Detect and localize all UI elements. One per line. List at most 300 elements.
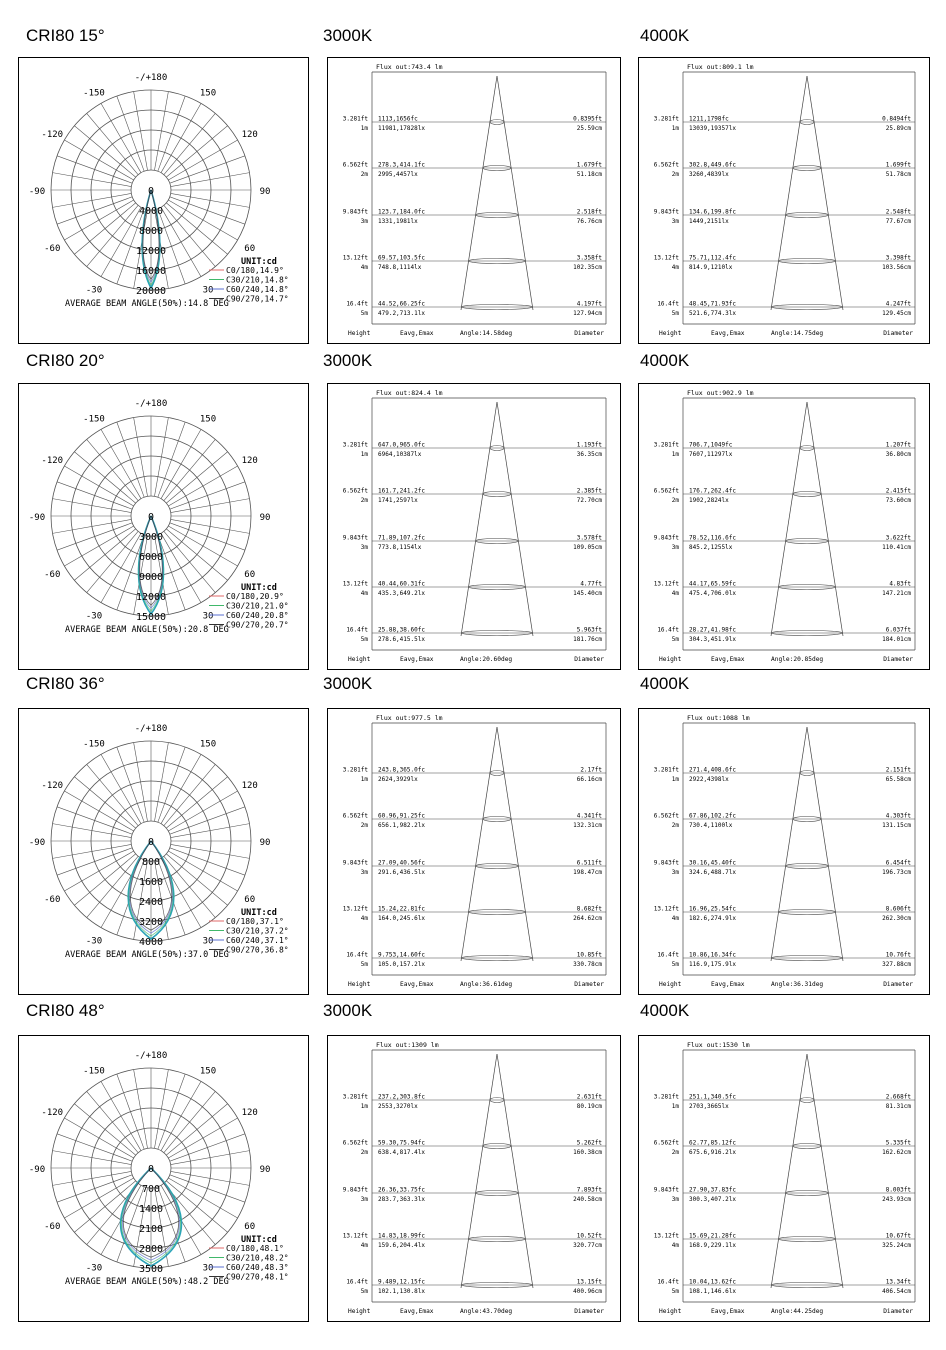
level-fc: 647.0,965.0fc bbox=[378, 441, 425, 449]
level-lx: 108.1,146.6lx bbox=[689, 1288, 736, 1295]
polar-diagram-panel bbox=[18, 708, 309, 995]
polar-grid-spoke bbox=[53, 1171, 132, 1185]
level-diameter-ft: 2.385ft bbox=[576, 487, 602, 495]
level-fc: 40.44,60.31fc bbox=[378, 580, 425, 588]
level-fc: 302.8,449.6fc bbox=[689, 161, 736, 169]
level-diameter-ft: 4.77ft bbox=[580, 580, 602, 588]
footer-angle: Angle:36.31deg bbox=[771, 981, 824, 988]
level-height-m: 2m bbox=[360, 171, 368, 178]
level-lx: 168.9,229.1lx bbox=[689, 1242, 736, 1249]
level-fc: 71.89,107.2fc bbox=[378, 534, 425, 542]
polar-grid-spoke bbox=[74, 452, 135, 503]
polar-grid-spoke bbox=[53, 1151, 132, 1165]
polar-radial-tick: 4000 bbox=[138, 206, 164, 217]
level-diameter-ft: 4.303ft bbox=[885, 812, 911, 820]
polar-grid-spoke bbox=[74, 1181, 135, 1232]
polar-angle-label: 90 bbox=[259, 838, 271, 848]
level-height-m: 4m bbox=[671, 915, 679, 922]
polar-angle-label: -30 bbox=[85, 1263, 103, 1274]
level-diameter-cm: 129.45cm bbox=[882, 310, 911, 317]
level-fc: 123.7,184.0fc bbox=[378, 208, 425, 216]
polar-grid-spoke bbox=[171, 499, 250, 513]
level-fc: 75.71,112.4fc bbox=[689, 254, 736, 262]
polar-grid-spoke bbox=[158, 1074, 185, 1149]
row-heading: CRI80 36° bbox=[26, 674, 105, 693]
polar-angle-label: 60 bbox=[244, 1222, 256, 1232]
level-height-m: 5m bbox=[671, 1288, 679, 1295]
polar-grid-spoke bbox=[57, 1134, 132, 1161]
level-diameter-cm: 109.05cm bbox=[573, 544, 602, 551]
level-fc: 1211,1798fc bbox=[689, 115, 729, 123]
level-diameter-cm: 162.62cm bbox=[882, 1149, 911, 1156]
level-height-m: 3m bbox=[360, 869, 368, 876]
level-height-ft: 3.281ft bbox=[653, 115, 679, 123]
level-height-ft: 16.4ft bbox=[346, 626, 368, 634]
polar-grid-spoke bbox=[57, 197, 132, 224]
level-diameter-ft: 1.699ft bbox=[885, 161, 911, 169]
polar-angle-label: -/+180 bbox=[134, 1051, 168, 1061]
polar-grid-spoke bbox=[101, 754, 141, 823]
polar-angle-label: 120 bbox=[241, 130, 258, 140]
polar-grid-spoke bbox=[87, 531, 138, 592]
legend-entry: C60/240,14.8° bbox=[226, 285, 289, 294]
level-diameter-ft: 4.247ft bbox=[885, 300, 911, 308]
polar-grid-spoke bbox=[53, 844, 132, 858]
level-height-ft: 16.4ft bbox=[346, 951, 368, 959]
cone-chart bbox=[639, 58, 929, 343]
polar-grid-spoke bbox=[171, 824, 250, 838]
polar-grid-spoke bbox=[161, 207, 201, 276]
level-lx: 6964,10387lx bbox=[378, 451, 422, 458]
level-height-ft: 6.562ft bbox=[653, 487, 679, 495]
cone-chart bbox=[639, 1036, 929, 1321]
legend-entry: C0/180,37.1° bbox=[226, 917, 284, 926]
polar-grid-spoke bbox=[74, 126, 135, 177]
polar-angle-label: 60 bbox=[244, 895, 256, 905]
level-fc: 25.88,38.60fc bbox=[378, 626, 425, 634]
polar-angle-label: 120 bbox=[241, 781, 258, 791]
footer-diameter: Diameter bbox=[883, 656, 913, 663]
level-height-ft: 3.281ft bbox=[653, 441, 679, 449]
polar-grid-spoke bbox=[161, 1081, 201, 1150]
polar-grid-spoke bbox=[101, 103, 141, 172]
polar-grid-spoke bbox=[168, 200, 237, 240]
polar-angle-label: -120 bbox=[41, 781, 64, 791]
cone-chart bbox=[639, 709, 929, 994]
level-lx: 814.9,1210lx bbox=[689, 264, 733, 271]
polar-angle-label: -150 bbox=[83, 414, 105, 425]
level-diameter-ft: 6.511ft bbox=[576, 859, 602, 867]
level-fc: 1113,1656fc bbox=[378, 115, 418, 123]
level-height-ft: 9.843ft bbox=[342, 534, 368, 542]
level-diameter-ft: 13.34ft bbox=[885, 1278, 911, 1286]
footer-diameter: Diameter bbox=[574, 1308, 604, 1315]
footer-angle: Angle:43.70deg bbox=[460, 1308, 513, 1315]
polar-radial-tick: 0 bbox=[147, 1164, 155, 1175]
level-lx: 7607,11297lx bbox=[689, 451, 733, 458]
footer-diameter: Diameter bbox=[883, 330, 913, 337]
level-fc: 44.52,66.25fc bbox=[378, 300, 425, 308]
polar-grid-spoke bbox=[158, 422, 185, 497]
level-lx: 182.6,274.9lx bbox=[689, 915, 736, 922]
level-lx: 2624,3929lx bbox=[378, 776, 418, 783]
level-lx: 2553,3270lx bbox=[378, 1103, 418, 1110]
polar-radial-tick: 0 bbox=[147, 512, 155, 523]
level-height-m: 2m bbox=[360, 822, 368, 829]
level-height-ft: 13.12ft bbox=[653, 254, 679, 262]
level-lx: 521.6,774.3lx bbox=[689, 310, 736, 317]
footer-height: Height bbox=[348, 330, 371, 337]
flux-out: Flux out:1309 lm bbox=[376, 1041, 439, 1049]
level-fc: 30.16,45.40fc bbox=[689, 859, 736, 867]
polar-grid-spoke bbox=[170, 1175, 245, 1202]
level-height-ft: 16.4ft bbox=[346, 300, 368, 308]
polar-grid-spoke bbox=[170, 1134, 245, 1161]
polar-radial-tick: 15000 bbox=[135, 612, 167, 623]
polar-grid-spoke bbox=[64, 466, 133, 506]
level-height-ft: 6.562ft bbox=[653, 161, 679, 169]
polar-radial-tick: 1400 bbox=[138, 1204, 164, 1215]
polar-angle-label: 150 bbox=[199, 739, 217, 750]
level-height-m: 3m bbox=[671, 869, 679, 876]
polar-grid-spoke bbox=[53, 519, 132, 533]
polar-radial-tick: 2400 bbox=[138, 897, 164, 908]
level-diameter-cm: 76.76cm bbox=[576, 218, 602, 225]
level-diameter-cm: 181.76cm bbox=[573, 636, 602, 643]
polar-grid-spoke bbox=[166, 452, 227, 503]
cone-chart bbox=[328, 384, 620, 669]
level-diameter-ft: 8.003ft bbox=[885, 1186, 911, 1194]
level-diameter-cm: 103.56cm bbox=[882, 264, 911, 271]
cone-heading: 3000K bbox=[323, 26, 373, 45]
polar-angle-label: -90 bbox=[28, 187, 46, 197]
level-diameter-cm: 147.21cm bbox=[882, 590, 911, 597]
level-lx: 845.2,1255lx bbox=[689, 544, 733, 551]
polar-unit-label: UNIT:cd bbox=[241, 583, 277, 593]
footer-angle: Angle:36.61deg bbox=[460, 981, 513, 988]
polar-grid-spoke bbox=[117, 747, 144, 822]
row-heading: CRI80 48° bbox=[26, 1001, 105, 1020]
level-lx: 2703,3665lx bbox=[689, 1103, 729, 1110]
polar-angle-label: -120 bbox=[41, 456, 64, 466]
level-lx: 283.7,363.3lx bbox=[378, 1196, 425, 1203]
polar-radial-tick: 3200 bbox=[138, 917, 164, 928]
flux-out: Flux out:1088 lm bbox=[687, 714, 750, 722]
level-diameter-ft: 2.151ft bbox=[885, 766, 911, 774]
cone-heading: 3000K bbox=[323, 1001, 373, 1020]
polar-grid-spoke bbox=[117, 96, 144, 171]
level-diameter-cm: 132.31cm bbox=[573, 822, 602, 829]
polar-angle-label: 150 bbox=[199, 414, 217, 425]
level-diameter-cm: 127.94cm bbox=[573, 310, 602, 317]
level-fc: 251.1,340.5fc bbox=[689, 1093, 736, 1101]
level-height-ft: 6.562ft bbox=[342, 487, 368, 495]
legend-entry: C90/270,36.8° bbox=[226, 945, 289, 955]
row-heading: CRI80 15° bbox=[26, 26, 105, 45]
level-diameter-cm: 325.24cm bbox=[882, 1242, 911, 1249]
footer-diameter: Diameter bbox=[574, 330, 604, 337]
level-diameter-ft: 2.415ft bbox=[885, 487, 911, 495]
polar-grid-spoke bbox=[170, 523, 245, 550]
level-fc: 134.6,199.8fc bbox=[689, 208, 736, 216]
cone-chart bbox=[328, 58, 620, 343]
level-fc: 243.8,365.0fc bbox=[378, 766, 425, 774]
polar-angle-label: -90 bbox=[28, 838, 46, 848]
level-height-ft: 9.843ft bbox=[653, 208, 679, 216]
polar-grid-spoke bbox=[171, 173, 250, 187]
polar-grid-spoke bbox=[64, 1118, 133, 1158]
footer-eavg-emax: Eavg,Emax bbox=[711, 981, 745, 988]
polar-grid-spoke bbox=[166, 126, 227, 177]
cone-heading: 4000K bbox=[640, 351, 690, 370]
level-height-ft: 6.562ft bbox=[342, 812, 368, 820]
level-diameter-ft: 3.578ft bbox=[576, 534, 602, 542]
level-diameter-ft: 10.52ft bbox=[576, 1232, 602, 1240]
level-fc: 27.09,40.56fc bbox=[378, 859, 425, 867]
level-height-ft: 9.843ft bbox=[653, 859, 679, 867]
level-diameter-cm: 36.80cm bbox=[885, 451, 911, 458]
level-fc: 60.96,91.25fc bbox=[378, 812, 425, 820]
level-lx: 159.6,204.4lx bbox=[378, 1242, 425, 1249]
level-diameter-ft: 8.606ft bbox=[885, 905, 911, 913]
footer-height: Height bbox=[348, 656, 371, 663]
polar-grid-spoke bbox=[164, 113, 215, 174]
polar-unit-label: UNIT:cd bbox=[241, 908, 277, 918]
level-diameter-cm: 327.88cm bbox=[882, 961, 911, 968]
level-diameter-cm: 102.35cm bbox=[573, 264, 602, 271]
cone-edge-left bbox=[461, 76, 497, 310]
level-height-ft: 16.4ft bbox=[657, 1278, 679, 1286]
illuminance-cone-panel bbox=[638, 1035, 930, 1322]
polar-grid-spoke bbox=[166, 529, 227, 580]
level-height-ft: 6.562ft bbox=[653, 1139, 679, 1147]
level-height-m: 4m bbox=[671, 1242, 679, 1249]
level-fc: 48.45,71.93fc bbox=[689, 300, 736, 308]
polar-angle-label: 30 bbox=[202, 936, 214, 947]
polar-angle-label: -30 bbox=[85, 936, 103, 947]
polar-angle-label: -/+180 bbox=[134, 724, 168, 734]
polar-grid-spoke bbox=[168, 526, 237, 566]
polar-grid-spoke bbox=[87, 113, 138, 174]
level-diameter-ft: 2.668ft bbox=[885, 1093, 911, 1101]
level-fc: 176.7,262.4fc bbox=[689, 487, 736, 495]
polar-grid-spoke bbox=[87, 1091, 138, 1152]
polar-unit-label: UNIT:cd bbox=[241, 1235, 277, 1245]
level-height-ft: 9.843ft bbox=[653, 1186, 679, 1194]
footer-height: Height bbox=[348, 1308, 371, 1315]
polar-grid-spoke bbox=[74, 854, 135, 905]
polar-grid-spoke bbox=[161, 429, 201, 498]
flux-out: Flux out:824.4 lm bbox=[376, 389, 443, 397]
level-height-m: 1m bbox=[671, 776, 679, 783]
polar-angle-label: -60 bbox=[44, 244, 61, 254]
cone-edge-right bbox=[807, 1054, 843, 1288]
level-height-ft: 13.12ft bbox=[653, 580, 679, 588]
level-diameter-ft: 10.76ft bbox=[885, 951, 911, 959]
level-fc: 706.7,1049fc bbox=[689, 441, 733, 449]
polar-chart bbox=[19, 384, 308, 669]
cone-edge-left bbox=[771, 727, 807, 961]
level-diameter-cm: 25.89cm bbox=[885, 125, 911, 132]
polar-grid-spoke bbox=[166, 1104, 227, 1155]
polar-grid-spoke bbox=[171, 844, 250, 858]
level-fc: 44.17,65.59fc bbox=[689, 580, 736, 588]
polar-grid-spoke bbox=[74, 777, 135, 828]
cone-chart bbox=[328, 1036, 620, 1321]
average-beam-angle: AVERAGE BEAM ANGLE(50%):20.8 DEG bbox=[65, 625, 229, 635]
level-height-m: 5m bbox=[671, 636, 679, 643]
level-height-ft: 13.12ft bbox=[653, 1232, 679, 1240]
footer-angle: Angle:20.60deg bbox=[460, 656, 513, 663]
level-height-ft: 16.4ft bbox=[657, 626, 679, 634]
polar-angle-label: -30 bbox=[85, 611, 103, 622]
level-diameter-ft: 13.15ft bbox=[576, 1278, 602, 1286]
level-height-m: 2m bbox=[671, 822, 679, 829]
polar-grid-spoke bbox=[170, 197, 245, 224]
polar-grid-spoke bbox=[164, 439, 215, 500]
level-diameter-cm: 264.62cm bbox=[573, 915, 602, 922]
level-height-ft: 3.281ft bbox=[653, 766, 679, 774]
level-diameter-cm: 243.93cm bbox=[882, 1196, 911, 1203]
level-height-m: 2m bbox=[360, 1149, 368, 1156]
polar-grid-spoke bbox=[168, 140, 237, 180]
footer-angle: Angle:44.25deg bbox=[771, 1308, 824, 1315]
polar-grid-spoke bbox=[161, 754, 201, 823]
level-height-m: 4m bbox=[671, 590, 679, 597]
illuminance-cone-panel bbox=[327, 383, 621, 670]
polar-grid-spoke bbox=[158, 96, 185, 171]
cone-edge-right bbox=[807, 76, 843, 310]
legend-entry: C90/270,48.1° bbox=[226, 1272, 289, 1282]
level-height-ft: 16.4ft bbox=[657, 300, 679, 308]
illuminance-cone-panel bbox=[327, 708, 621, 995]
level-lx: 291.6,436.5lx bbox=[378, 869, 425, 876]
polar-angle-label: 90 bbox=[259, 187, 271, 197]
flux-out: Flux out:743.4 lm bbox=[376, 63, 443, 71]
footer-height: Height bbox=[659, 656, 682, 663]
level-lx: 278.6,415.5lx bbox=[378, 636, 425, 643]
level-diameter-ft: 3.358ft bbox=[576, 254, 602, 262]
level-height-ft: 6.562ft bbox=[653, 812, 679, 820]
level-height-m: 3m bbox=[671, 1196, 679, 1203]
polar-angle-label: -60 bbox=[44, 1222, 61, 1232]
level-lx: 1449,2151lx bbox=[689, 218, 729, 225]
level-diameter-cm: 320.77cm bbox=[573, 1242, 602, 1249]
level-height-m: 4m bbox=[360, 1242, 368, 1249]
level-diameter-ft: 4.83ft bbox=[889, 580, 911, 588]
footer-angle: Angle:14.58deg bbox=[460, 330, 513, 337]
polar-radial-tick: 9000 bbox=[138, 572, 164, 583]
polar-angle-label: 30 bbox=[202, 1263, 214, 1274]
level-height-m: 2m bbox=[360, 497, 368, 504]
legend-entry: C30/210,14.8° bbox=[226, 275, 289, 285]
polar-radial-tick: 3000 bbox=[138, 532, 164, 543]
level-lx: 1902,2824lx bbox=[689, 497, 729, 504]
level-height-m: 1m bbox=[671, 1103, 679, 1110]
level-height-ft: 9.843ft bbox=[342, 1186, 368, 1194]
level-diameter-ft: 0.8494ft bbox=[882, 115, 911, 123]
polar-grid-spoke bbox=[154, 1070, 168, 1149]
polar-grid-spoke bbox=[170, 482, 245, 509]
level-diameter-cm: 80.19cm bbox=[576, 1103, 602, 1110]
polar-angle-label: 30 bbox=[202, 611, 214, 622]
illuminance-cone-panel bbox=[638, 708, 930, 995]
polar-radial-tick: 2100 bbox=[138, 1224, 164, 1235]
level-height-m: 2m bbox=[671, 1149, 679, 1156]
level-diameter-ft: 3.622ft bbox=[885, 534, 911, 542]
polar-grid-spoke bbox=[164, 1091, 215, 1152]
polar-grid-spoke bbox=[166, 203, 227, 254]
legend-entry: C0/180,14.9° bbox=[226, 266, 284, 275]
level-diameter-ft: 4.341ft bbox=[576, 812, 602, 820]
legend-entry: C60/240,20.8° bbox=[226, 611, 289, 620]
polar-grid-spoke bbox=[166, 854, 227, 905]
polar-grid-spoke bbox=[166, 777, 227, 828]
polar-grid-spoke bbox=[57, 848, 132, 875]
cone-edge-right bbox=[807, 727, 843, 961]
flux-out: Flux out:1530 lm bbox=[687, 1041, 750, 1049]
polar-grid-spoke bbox=[164, 764, 215, 825]
footer-eavg-emax: Eavg,Emax bbox=[711, 330, 745, 337]
polar-grid-spoke bbox=[64, 200, 133, 240]
polar-radial-tick: 6000 bbox=[138, 552, 164, 563]
polar-angle-label: 120 bbox=[241, 1108, 258, 1118]
polar-angle-label: 90 bbox=[259, 513, 271, 523]
level-diameter-cm: 184.01cm bbox=[882, 636, 911, 643]
level-lx: 475.4,706.0lx bbox=[689, 590, 736, 597]
average-beam-angle: AVERAGE BEAM ANGLE(50%):37.0 DEG bbox=[65, 950, 229, 960]
level-height-ft: 3.281ft bbox=[342, 1093, 368, 1101]
polar-grid-spoke bbox=[134, 1070, 148, 1149]
level-lx: 11981,17828lx bbox=[378, 125, 425, 132]
level-diameter-ft: 1.679ft bbox=[576, 161, 602, 169]
level-diameter-ft: 2.518ft bbox=[576, 208, 602, 216]
polar-grid-spoke bbox=[161, 533, 201, 602]
level-diameter-cm: 66.16cm bbox=[576, 776, 602, 783]
cone-chart bbox=[328, 709, 620, 994]
level-fc: 161.7,241.2fc bbox=[378, 487, 425, 495]
polar-angle-label: -30 bbox=[85, 285, 103, 296]
level-diameter-ft: 6.037ft bbox=[885, 626, 911, 634]
level-lx: 656.1,982.2lx bbox=[378, 822, 425, 829]
polar-angle-label: -150 bbox=[83, 739, 105, 750]
level-fc: 27.90,37.83fc bbox=[689, 1186, 736, 1194]
level-diameter-ft: 2.17ft bbox=[580, 766, 602, 774]
level-height-m: 5m bbox=[360, 310, 368, 317]
polar-grid-spoke bbox=[74, 1104, 135, 1155]
polar-radial-tick: 800 bbox=[141, 857, 161, 868]
footer-diameter: Diameter bbox=[574, 981, 604, 988]
polar-grid-spoke bbox=[64, 851, 133, 891]
polar-angle-label: -90 bbox=[28, 513, 46, 523]
footer-eavg-emax: Eavg,Emax bbox=[711, 656, 745, 663]
polar-diagram-panel bbox=[18, 57, 309, 344]
level-height-ft: 3.281ft bbox=[342, 115, 368, 123]
level-diameter-ft: 10.67ft bbox=[885, 1232, 911, 1240]
level-height-ft: 16.4ft bbox=[657, 951, 679, 959]
polar-grid-spoke bbox=[170, 848, 245, 875]
polar-angle-label: -120 bbox=[41, 130, 64, 140]
polar-angle-label: -120 bbox=[41, 1108, 64, 1118]
polar-grid-spoke bbox=[134, 743, 148, 822]
polar-angle-label: -60 bbox=[44, 570, 61, 580]
level-height-m: 5m bbox=[360, 1288, 368, 1295]
polar-grid-spoke bbox=[170, 156, 245, 183]
level-lx: 105.0,157.2lx bbox=[378, 961, 425, 968]
cone-edge-left bbox=[771, 76, 807, 310]
footer-eavg-emax: Eavg,Emax bbox=[400, 981, 434, 988]
level-diameter-cm: 36.35cm bbox=[576, 451, 602, 458]
